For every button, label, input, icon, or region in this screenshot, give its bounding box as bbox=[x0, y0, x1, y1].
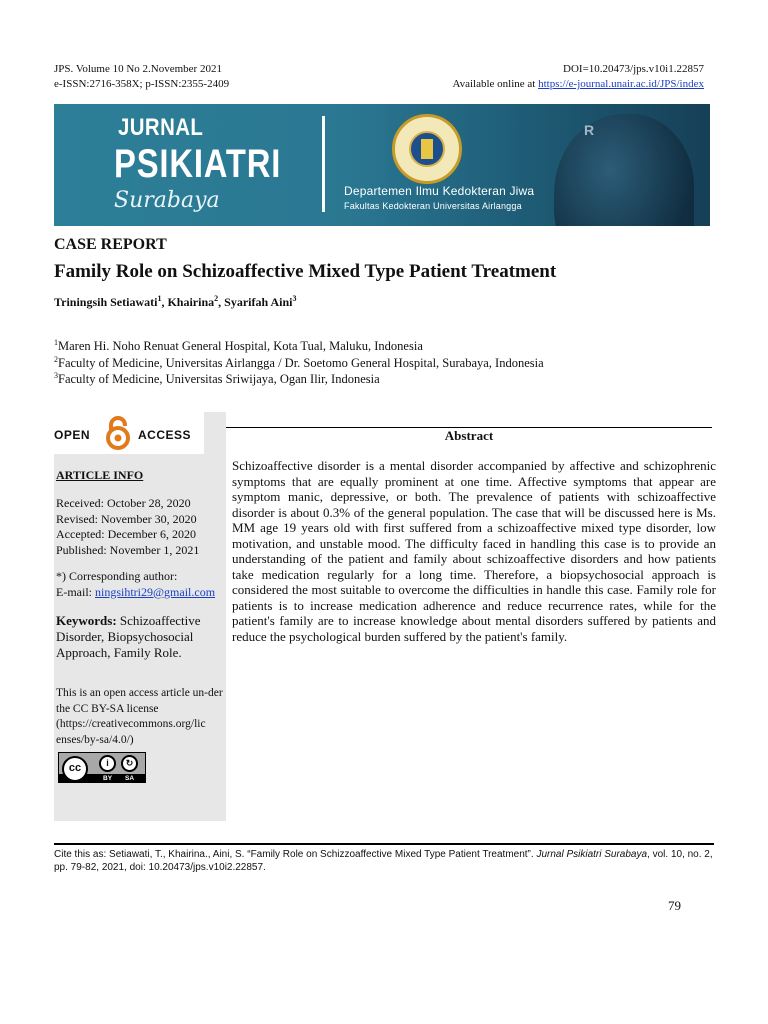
access-label: ACCESS bbox=[138, 428, 192, 442]
citation-rule bbox=[54, 843, 714, 845]
author-name: Triningsih Setiawati bbox=[54, 295, 158, 309]
banner-divider bbox=[322, 116, 325, 212]
cc-by-sa-badge[interactable] bbox=[58, 752, 146, 783]
cc-icon: cc bbox=[62, 756, 88, 782]
article-title: Family Role on Schizoaffective Mixed Type Patient Treatment bbox=[54, 261, 557, 282]
banner-journal-city: Surabaya bbox=[114, 188, 220, 213]
journal-header-left bbox=[54, 62, 229, 92]
head-silhouette-icon bbox=[554, 114, 694, 226]
sa-icon: ↻ bbox=[121, 755, 138, 772]
sa-label: SA bbox=[125, 775, 135, 782]
keywords bbox=[56, 613, 222, 661]
citation: Cite this as: Setiawati, T., Khairina., Aini, S. “Family Role on Schizzoaffective Mixed Type Patient Treatment”. Jurnal Psikiatri Surabaya, vol. 10, no. 2, pp. 79-82, 2021, doi: 10.20473/jps.v10i2.22857. bbox=[54, 849, 713, 873]
license-text: This is an open access article un-der the CC BY-SA license (https://creativecommons.org/lic enses/by-sa/4.0/) bbox=[56, 687, 223, 746]
volume-line: JPS. Volume 10 No 2.November 2021 bbox=[54, 63, 222, 75]
keywords-label: Keywords: bbox=[56, 613, 117, 628]
citation-journal: Jurnal Psikiatri Surabaya bbox=[536, 849, 648, 860]
university-seal-icon bbox=[392, 114, 462, 184]
corresponding-author: *) Corresponding author: E-mail: ningsihtri29@gmail.com bbox=[56, 569, 216, 599]
abstract-text: Schizoaffective disorder is a mental disorder accompanied by affective and schizophrenic symptoms that are equally prominent at one time. Affective symptoms that appear are symptom manic, depressive, or both. The prevalence of patients with schizoaffective disorder is about 0.3% of the general population. The case that will be discussed here is Ms. MM age 19 years old with first suffered from a schizoaffective mixed type disorder, low motivation, and unstable mood. The difficulty faced in handling this case is to provide an understanding of the patient and family about schizoaffective disorders and how patients take medication regularly for a long time. Therefore, a biopsychosocial approach is considered the most suitable to overcome the difficulties in handle this case. Family role for patients is to increase medication adherence and reduce recurrence rates, while for the patient's family are to increase knowledge about mental disorders suffered by patients and reduce the psychological burden suffered by the patient's family. bbox=[232, 458, 716, 644]
issn-line: e-ISSN:2716-358X; p-ISSN:2355-2409 bbox=[54, 78, 230, 90]
page-number: 79 bbox=[668, 898, 681, 913]
by-icon: i bbox=[99, 755, 116, 772]
author-name: Khairina bbox=[167, 295, 215, 309]
author-email-link[interactable]: ningsihtri29@gmail.com bbox=[95, 584, 216, 599]
open-label: OPEN bbox=[54, 428, 91, 442]
banner-journal-word: JURNAL bbox=[118, 114, 204, 141]
journal-url-link[interactable]: https://e-journal.unair.ac.id/JPS/index bbox=[538, 78, 704, 90]
published-date: Published: November 1, 2021 bbox=[56, 542, 200, 557]
affiliation: $^1$Maren Hi. Noho Renuat General Hospital, Kota Tual, Maluku, Indonesia bbox=[54, 337, 423, 353]
journal-banner bbox=[54, 104, 710, 226]
author-list: Triningsih Setiawati$^1$, Khairina$^2$, Syarifah Aini$^3$ bbox=[54, 294, 297, 309]
rx-mark: R bbox=[584, 122, 595, 138]
doi-line: DOI=10.20473/jps.v10i1.22857 bbox=[563, 63, 704, 75]
keywords-list: Schizoaffective Disorder, Biopsychosocial Approach, Family Role. bbox=[56, 613, 201, 660]
affiliation: $^3$Faculty of Medicine, Universitas Sriwijaya, Ogan Ilir, Indonesia bbox=[54, 370, 380, 386]
article-type: CASE REPORT bbox=[54, 236, 167, 253]
by-label: BY bbox=[103, 775, 113, 782]
article-dates bbox=[56, 496, 199, 558]
banner-faculty: Fakultas Kedokteran Universitas Airlangga bbox=[344, 201, 522, 211]
affiliation-list bbox=[54, 338, 544, 388]
open-access-logo bbox=[54, 420, 204, 450]
affiliation: $^2$Faculty of Medicine, Universitas Airlangga / Dr. Soetomo General Hospital, Surabaya, Indonesia bbox=[54, 354, 544, 370]
author-name: Syarifah Aini bbox=[224, 295, 293, 309]
accepted-date: Accepted: December 6, 2020 bbox=[56, 527, 196, 541]
available-line: Available online at https://e-journal.unair.ac.id/JPS/index bbox=[452, 78, 704, 90]
revised-date: Revised: November 30, 2020 bbox=[56, 511, 197, 526]
journal-header-right bbox=[452, 62, 704, 92]
banner-journal-name: PSIKIATRI bbox=[114, 142, 282, 186]
abstract-heading: Abstract bbox=[444, 428, 494, 443]
received-date: Received: October 28, 2020 bbox=[56, 496, 191, 510]
banner-department: Departemen Ilmu Kedokteran Jiwa bbox=[344, 184, 535, 198]
article-info-heading: ARTICLE INFO bbox=[56, 468, 144, 482]
open-lock-icon bbox=[104, 416, 132, 450]
corresponding-label: *) Corresponding author: bbox=[56, 569, 178, 583]
